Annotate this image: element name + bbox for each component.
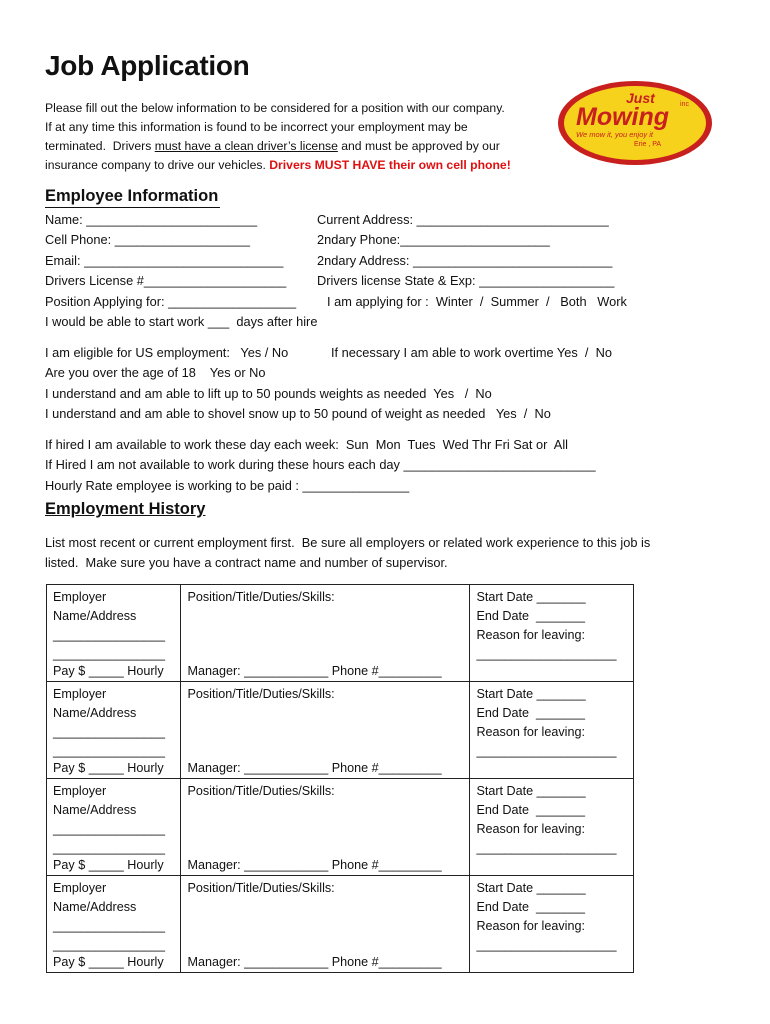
end-date-field[interactable]: End Date _______: [476, 803, 585, 817]
dates-cell[interactable]: [470, 585, 634, 682]
dates-cell[interactable]: [470, 779, 634, 876]
start-date-field[interactable]: Start Date _______: [476, 881, 586, 895]
employer-blank[interactable]: ________________: [53, 919, 166, 933]
reason-blank[interactable]: ____________________: [476, 647, 617, 661]
hourly-rate-field[interactable]: Hourly Rate employee is working to be paid : _______________: [45, 478, 410, 493]
cell-phone-field[interactable]: Cell Phone: ___________________: [45, 232, 250, 247]
position-label: Position/Title/Duties/Skills:: [187, 590, 335, 604]
employer-blank[interactable]: ________________: [53, 647, 166, 661]
heading-underline: [45, 207, 220, 208]
employment-history-heading: Employment History: [45, 500, 206, 518]
table-row: [47, 585, 634, 682]
secondary-address-field[interactable]: 2ndary Address: ____________________________: [317, 253, 613, 268]
start-date-field[interactable]: Start Date _______: [476, 590, 586, 604]
position-label: Position/Title/Duties/Skills:: [187, 687, 335, 701]
logo-tagline: We mow it, you enjoy it: [576, 130, 653, 139]
logo-word-just: Just: [626, 90, 655, 106]
company-logo: [556, 79, 714, 167]
logo-word-mowing: Mowing: [576, 103, 670, 131]
employer-label: Employer: [53, 784, 107, 798]
employer-blank[interactable]: ________________: [53, 938, 166, 952]
name-address-label: Name/Address: [53, 803, 137, 817]
name-field[interactable]: Name: ________________________: [45, 212, 258, 227]
secondary-phone-field[interactable]: 2ndary Phone:_____________________: [317, 232, 550, 247]
current-address-field[interactable]: Current Address: ___________________________: [317, 212, 609, 227]
pay-field[interactable]: Pay $ _____ Hourly: [53, 761, 164, 775]
name-address-label: Name/Address: [53, 609, 137, 623]
start-days-field[interactable]: I would be able to start work ___ days after hire: [45, 314, 318, 329]
intro-line-4-start: insurance company to drive our vehicles.: [45, 158, 270, 172]
intro-line-1: Please fill out the below information to be considered for a position with our company.: [45, 101, 505, 115]
employer-blank[interactable]: ________________: [53, 725, 166, 739]
position-cell[interactable]: [181, 682, 470, 779]
intro-line-3-start: terminated. Drivers: [45, 139, 155, 153]
table-row: [47, 779, 634, 876]
position-cell[interactable]: [181, 585, 470, 682]
availability-days[interactable]: If hired I am available to work these day each week: Sun Mon Tues Wed Thr Fri Sat or All: [45, 437, 569, 452]
history-instructions-2: listed. Make sure you have a contract name and number of supervisor.: [45, 555, 448, 570]
employer-blank[interactable]: ________________: [53, 744, 166, 758]
manager-phone-field[interactable]: Manager: ____________ Phone #_________: [187, 761, 442, 775]
season-choice[interactable]: I am applying for : Winter / Summer / Both Work: [327, 294, 627, 309]
end-date-field[interactable]: End Date _______: [476, 900, 585, 914]
reason-label: Reason for leaving:: [476, 628, 585, 642]
license-requirement: must have a clean driver’s license: [154, 139, 338, 153]
employer-cell[interactable]: [47, 682, 181, 779]
manager-phone-field[interactable]: Manager: ____________ Phone #_________: [187, 955, 442, 969]
intro-line-3-end: and must be approved by our: [337, 139, 500, 153]
dates-cell[interactable]: [470, 876, 634, 973]
name-address-label: Name/Address: [53, 706, 137, 720]
employer-label: Employer: [53, 881, 107, 895]
table-row: [47, 876, 634, 973]
reason-blank[interactable]: ____________________: [476, 744, 617, 758]
employer-blank[interactable]: ________________: [53, 628, 166, 642]
start-date-field[interactable]: Start Date _______: [476, 784, 586, 798]
reason-label: Reason for leaving:: [476, 919, 585, 933]
us-eligibility[interactable]: I am eligible for US employment: Yes / No: [45, 345, 289, 360]
manager-phone-field[interactable]: Manager: ____________ Phone #_________: [187, 858, 442, 872]
pay-field[interactable]: Pay $ _____ Hourly: [53, 955, 164, 969]
logo-location: Erie , PA: [634, 141, 662, 148]
employer-label: Employer: [53, 687, 107, 701]
reason-label: Reason for leaving:: [476, 822, 585, 836]
manager-phone-field[interactable]: Manager: ____________ Phone #_________: [187, 664, 442, 678]
position-label: Position/Title/Duties/Skills:: [187, 881, 335, 895]
employer-cell[interactable]: [47, 876, 181, 973]
position-cell[interactable]: [181, 876, 470, 973]
end-date-field[interactable]: End Date _______: [476, 706, 585, 720]
employer-blank[interactable]: ________________: [53, 822, 166, 836]
employee-info-heading: Employee Information: [45, 187, 219, 205]
page-title: Job Application: [45, 50, 250, 81]
employment-history-table: [46, 584, 634, 973]
table-row: [47, 682, 634, 779]
dates-cell[interactable]: [470, 682, 634, 779]
cell-phone-warning: Drivers MUST HAVE their own cell phone!: [269, 158, 511, 172]
lift-question[interactable]: I understand and am able to lift up to 50 pounds weights as needed Yes / No: [45, 386, 492, 401]
end-date-field[interactable]: End Date _______: [476, 609, 585, 623]
start-date-field[interactable]: Start Date _______: [476, 687, 586, 701]
position-field[interactable]: Position Applying for: __________________: [45, 294, 297, 309]
license-state-exp-field[interactable]: Drivers license State & Exp: ___________________: [317, 273, 615, 288]
overtime-question[interactable]: If necessary I am able to work overtime Yes / No: [331, 345, 612, 360]
intro-line-3: [45, 137, 500, 156]
reason-blank[interactable]: ____________________: [476, 841, 617, 855]
name-address-label: Name/Address: [53, 900, 137, 914]
age-question[interactable]: Are you over the age of 18 Yes or No: [45, 365, 266, 380]
employer-cell[interactable]: [47, 779, 181, 876]
position-label: Position/Title/Duties/Skills:: [187, 784, 335, 798]
intro-line-2: If at any time this information is found to be incorrect your employment may be: [45, 120, 468, 134]
employer-cell[interactable]: [47, 585, 181, 682]
position-cell[interactable]: [181, 779, 470, 876]
drivers-license-field[interactable]: Drivers License #____________________: [45, 273, 287, 288]
logo-inc: inc: [680, 101, 689, 108]
pay-field[interactable]: Pay $ _____ Hourly: [53, 858, 164, 872]
pay-field[interactable]: Pay $ _____ Hourly: [53, 664, 164, 678]
email-field[interactable]: Email: ____________________________: [45, 253, 284, 268]
reason-label: Reason for leaving:: [476, 725, 585, 739]
reason-blank[interactable]: ____________________: [476, 938, 617, 952]
shovel-question[interactable]: I understand and am able to shovel snow up to 50 pound of weight as needed Yes / No: [45, 406, 551, 421]
unavailable-hours-field[interactable]: If Hired I am not available to work during these hours each day ___________________________: [45, 457, 596, 472]
history-instructions-1: List most recent or current employment first. Be sure all employers or related work experience to this job is: [45, 535, 651, 550]
employer-label: Employer: [53, 590, 107, 604]
employer-blank[interactable]: ________________: [53, 841, 166, 855]
intro-line-4: [45, 156, 511, 175]
